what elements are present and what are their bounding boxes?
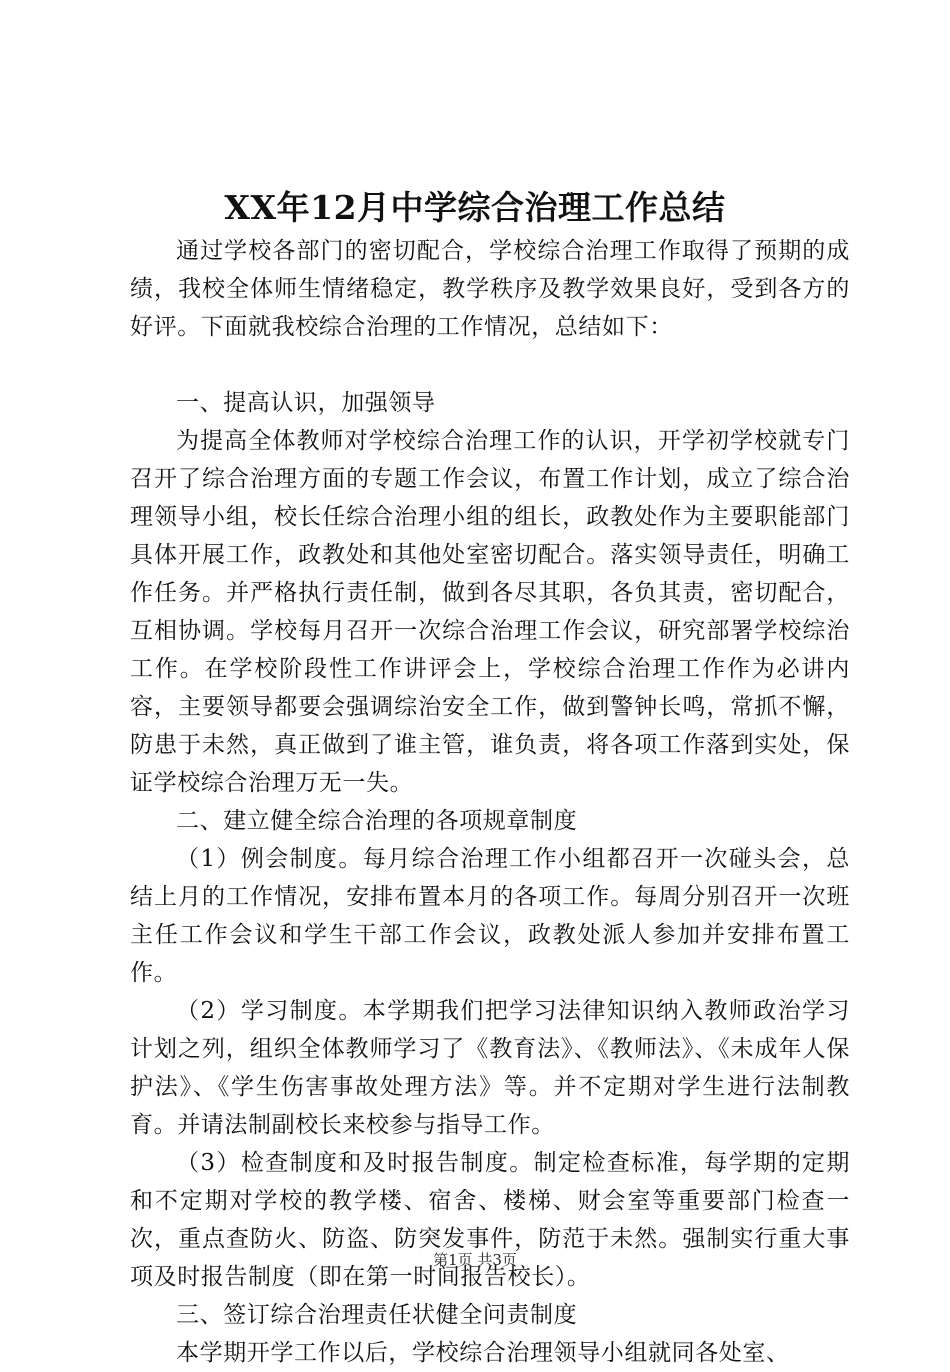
section-3-paragraph: 本学期开学工作以后，学校综合治理领导小组就同各处室、 (176, 1340, 790, 1366)
document-body (130, 232, 850, 1372)
section-2-item-1: （1）例会制度。每月综合治理工作小组都召开一次碰头会，总结上月的工作情况，安排布置本月的各项工作。每周分别召开一次班主任工作会议和学生干部工作会议，政教处派人参加并安排布置工作。 (130, 846, 850, 986)
section-1-paragraph: 为提高全体教师对学校综合治理工作的认识，开学初学校就专门召开了综合治理方面的专题工作会议，布置工作计划，成立了综合治理领导小组，校长任综合治理小组的组长，政教处作为主要职能部门具体开展工作，政教处和其他处室密切配合。落实领导责任，明确工作任务。并严格执行责任制，做到各尽其职，各负其责，密切配合，互相协调。学校每月召开一次综合治理工作会议，研究部署学校综治工作。在学校阶段性工作讲评会上，学校综合治理工作作为必讲内容，主要领导都要会强调综治安全工作，做到警钟长鸣，常抓不懈，防患于未然，真正做到了谁主管，谁负责，将各项工作落到实处，保证学校综合治理万无一失。 (130, 428, 850, 796)
document-title: XX年12月中学综合治理工作总结 (224, 188, 726, 227)
section-2-item-2: （2）学习制度。本学期我们把学习法律知识纳入教师政治学习计划之列，组织全体教师学习了《教育法》、《教师法》、《未成年人保护法》、《学生伤害事故处理方法》等。并不定期对学生进行法制教育。并请法制副校长来校参与指导工作。 (130, 998, 850, 1138)
section-2-heading: 二、建立健全综合治理的各项规章制度 (176, 808, 578, 834)
section-3-heading: 三、签订综合治理责任状健全问责制度 (176, 1302, 578, 1328)
section-1-heading: 一、提高认识，加强领导 (176, 390, 436, 416)
intro-paragraph: 通过学校各部门的密切配合，学校综合治理工作取得了预期的成绩，我校全体师生情绪稳定，教学秩序及教学效果良好，受到各方的好评。下面就我校综合治理的工作情况，总结如下： (130, 238, 850, 340)
paragraph-gap (130, 346, 850, 384)
page-number-footer: 第1页 共3页 (433, 1251, 517, 1269)
section-2-item-3: （3）检查制度和及时报告制度。制定检查标准，每学期的定期和不定期对学校的教学楼、宿舍、楼梯、财会室等重要部门检查一次，重点查防火、防盗、防突发事件，防范于未然。强制实行重大事项及时报告制度（即在第一时间报告校长）。 (130, 1150, 850, 1290)
